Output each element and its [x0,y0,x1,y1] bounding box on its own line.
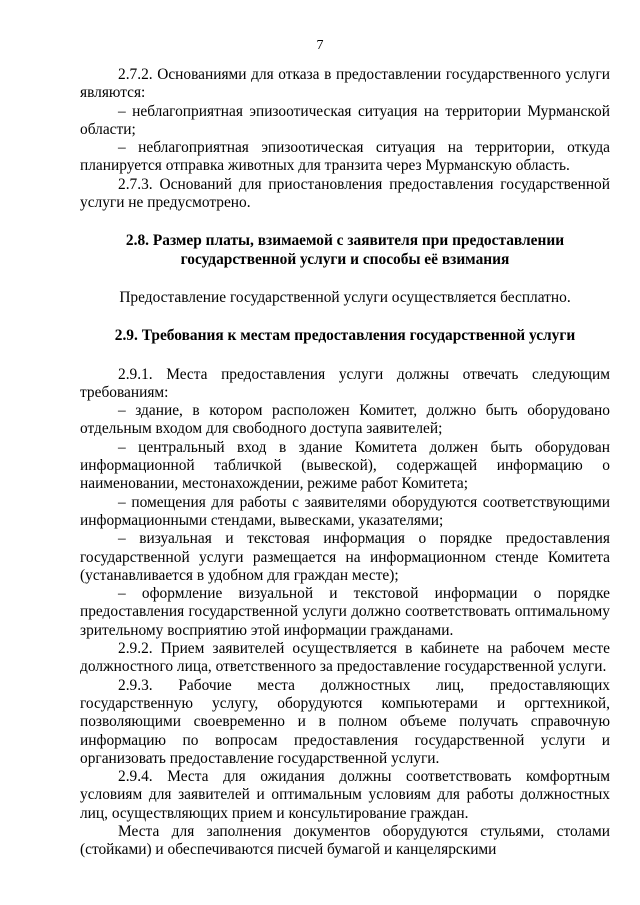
paragraph-2-7-2: 2.7.2. Основаниями для отказа в предоставлении государственного услуги являются: [80,66,610,102]
page-number: 7 [316,38,324,53]
section-heading-2-8-line2: государственной услуги и способы её взимания [180,250,510,268]
list-item: – центральный вход в здание Комитета должен быть оборудован информационной табличкой (вывеской), содержащей информацию о наименовании, местонахождении, режиме работ Комитета; [80,438,610,493]
section-heading-2-9: 2.9. Требования к местам предоставления государственной услуги [114,327,576,345]
paragraph-2-9-3: 2.9.3. Рабочие места должностных лиц, предоставляющих государственную услугу, оборудуются компьютерами и оргтехникой, позволяющими своевременно и в полном объеме получать справочную информацию по вопросам предоставления государственной услуги и организовать предоставление государственной услуги. [80,676,610,767]
list-item: – неблагоприятная эпизоотическая ситуация на территории Мурманской области; [80,102,610,138]
paragraph-2-7-3: 2.7.3. Оснований для приостановления предоставления государственной услуги не предусмотрено. [80,175,610,212]
list-item: – оформление визуальной и текстовой информации о порядке предоставления государственной услуги должно соответствовать оптимальному зрительному восприятию этой информации гражданами. [80,585,610,639]
list-item: – визуальная и текстовая информация о порядке предоставления государственной услуги размещается на информационном стенде Комитета (устанавливается в удобном для граждан месте); [80,530,610,584]
paragraph-2-9-1: 2.9.1. Места предоставления услуги должны отвечать следующим требованиям: [80,365,610,401]
paragraph-2-8: Предоставление государственной услуги осуществляется бесплатно. [119,288,571,306]
paragraph-last: Места для заполнения документов оборудуются стульями, столами (стойками) и обеспечиваются писчей бумагой и канцелярскими [80,822,610,859]
document-body [80,66,610,860]
paragraph-2-9-4: 2.9.4. Места для ожидания должны соответствовать комфортным условиям для заявителей и оптимальным условиям для работы должностных лиц, осуществляющих прием и консультирование граждан. [80,768,610,822]
section-heading-2-8-line1: 2.8. Размер платы, взимаемой с заявителя при предоставлении [125,232,565,250]
list-item: – здание, в котором расположен Комитет, должно быть оборудовано отдельным входом для свободного доступа заявителей; [80,402,610,438]
list-item: – помещения для работы с заявителями оборудуются соответствующими информационными стендами, вывесками, указателями; [80,493,610,529]
list-item: – неблагоприятная эпизоотическая ситуация на территории, откуда планируется отправка животных для транзита через Мурманскую область. [80,139,610,175]
paragraph-2-9-2: 2.9.2. Прием заявителей осуществляется в кабинете на рабочем месте должностного лица, ответственного за предоставление государственной услуги. [80,640,610,676]
